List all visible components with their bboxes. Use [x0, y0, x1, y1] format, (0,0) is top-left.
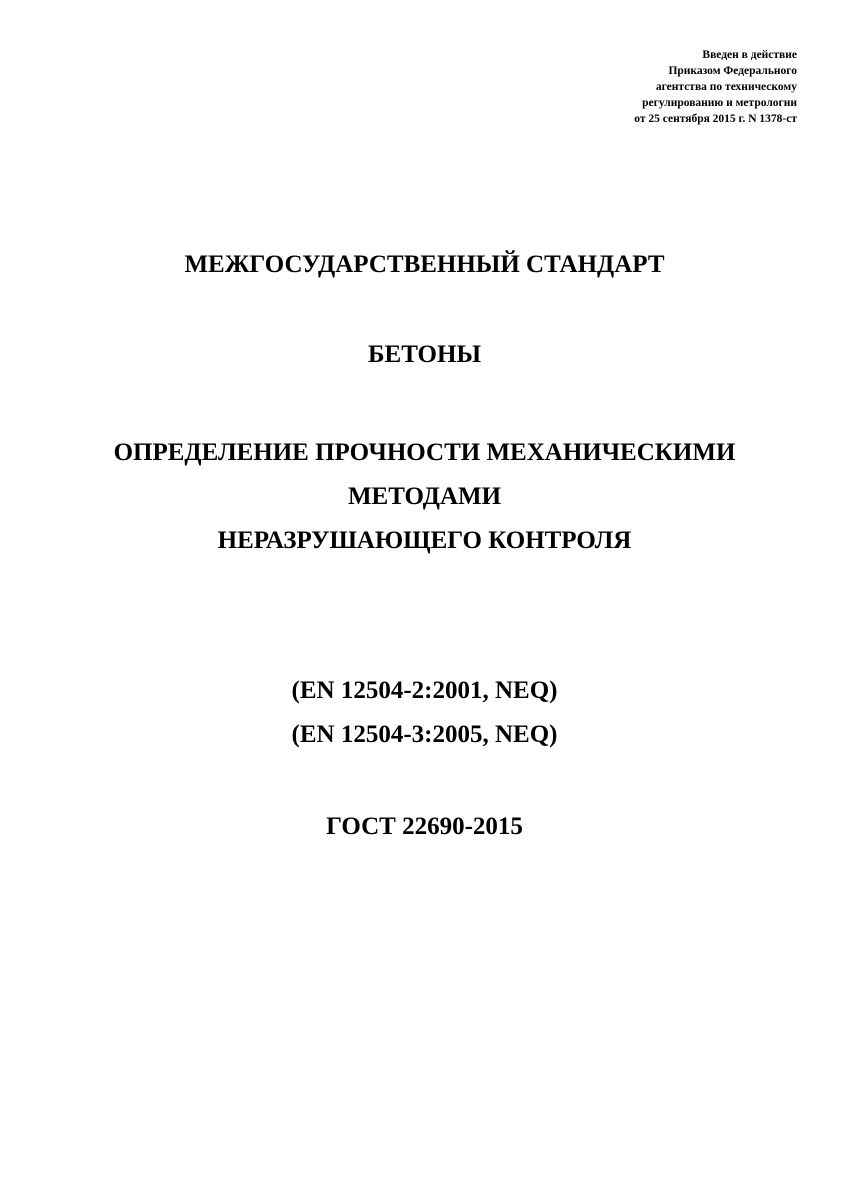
enactment-line: регулированию и метрологии	[642, 97, 797, 109]
enactment-line: агентства по техническому	[655, 81, 797, 93]
enactment-line: Введен в действие	[702, 49, 797, 61]
standard-designation: ГОСТ 22690-2015	[326, 813, 523, 840]
enactment-line: Приказом Федерального	[668, 65, 797, 77]
title-line: НЕРАЗРУШАЮЩЕГО КОНТРОЛЯ	[217, 527, 632, 554]
standard-references	[0, 669, 849, 757]
reference-line: (EN 12504-3:2005, NEQ)	[291, 721, 558, 748]
title-line: ОПРЕДЕЛЕНИЕ ПРОЧНОСТИ МЕХАНИЧЕСКИМИ	[113, 439, 736, 466]
document-title	[0, 431, 849, 563]
enactment-line: от 25 сентября 2015 г. N 1378-ст	[634, 113, 797, 125]
enactment-note	[497, 47, 797, 127]
subject-heading: БЕТОНЫ	[368, 341, 481, 368]
standard-type-heading: МЕЖГОСУДАРСТВЕННЫЙ СТАНДАРТ	[184, 251, 665, 278]
title-line: МЕТОДАМИ	[347, 483, 502, 510]
reference-line: (EN 12504-2:2001, NEQ)	[291, 677, 558, 704]
